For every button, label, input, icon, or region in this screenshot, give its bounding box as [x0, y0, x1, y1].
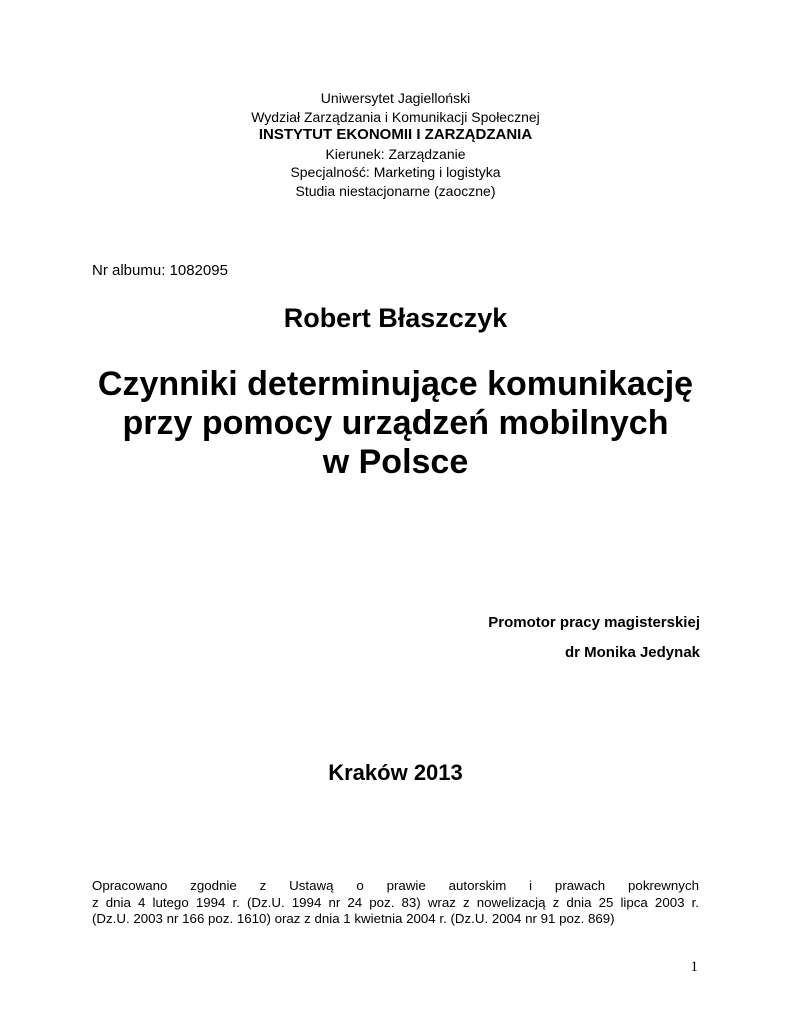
- field-of-study: Kierunek: Zarządzanie: [325, 145, 466, 162]
- supervisor-role: Promotor pracy magisterskiej: [488, 614, 700, 631]
- supervisor-name: dr Monika Jedynak: [564, 644, 700, 661]
- album-number: Nr albumu: 1082095: [92, 262, 228, 279]
- legal-note-line: Opracowano zgodnie z Ustawą o prawie autorskim i prawach pokrewnych: [92, 878, 699, 893]
- thesis-title: [0, 365, 791, 482]
- institute-name: INSTYTUT EKONOMII I ZARZĄDZANIA: [258, 126, 533, 143]
- faculty-name: Wydział Zarządzania i Komunikacji Społecznej: [251, 108, 540, 125]
- supervisor-block: [488, 608, 700, 668]
- legal-note-line: z dnia 4 lutego 1994 r. (Dz.U. 1994 nr 24 poz. 83) wraz z nowelizacją z dnia 25 lipca 2003 r.: [92, 894, 699, 910]
- university-header: [0, 89, 791, 200]
- place-and-year: Kraków 2013: [328, 760, 463, 785]
- legal-note-line: (Dz.U. 2003 nr 166 poz. 1610) oraz z dnia 1 kwietnia 2004 r. (Dz.U. 2004 nr 91 poz. 869): [92, 911, 615, 926]
- university-name: Uniwersytet Jagielloński: [320, 90, 471, 106]
- thesis-title-line: Czynniki determinujące komunikację: [97, 365, 694, 403]
- legal-note: [92, 878, 699, 928]
- page-number: 1: [690, 959, 698, 975]
- specialization: Specjalność: Marketing i logistyka: [290, 164, 501, 180]
- author-name: Robert Błaszczyk: [283, 303, 508, 333]
- thesis-title-line: przy pomocy urządzeń mobilnych: [122, 404, 669, 442]
- thesis-title-line: w Polsce: [322, 443, 469, 481]
- study-mode: Studia niestacjonarne (zaoczne): [295, 182, 496, 199]
